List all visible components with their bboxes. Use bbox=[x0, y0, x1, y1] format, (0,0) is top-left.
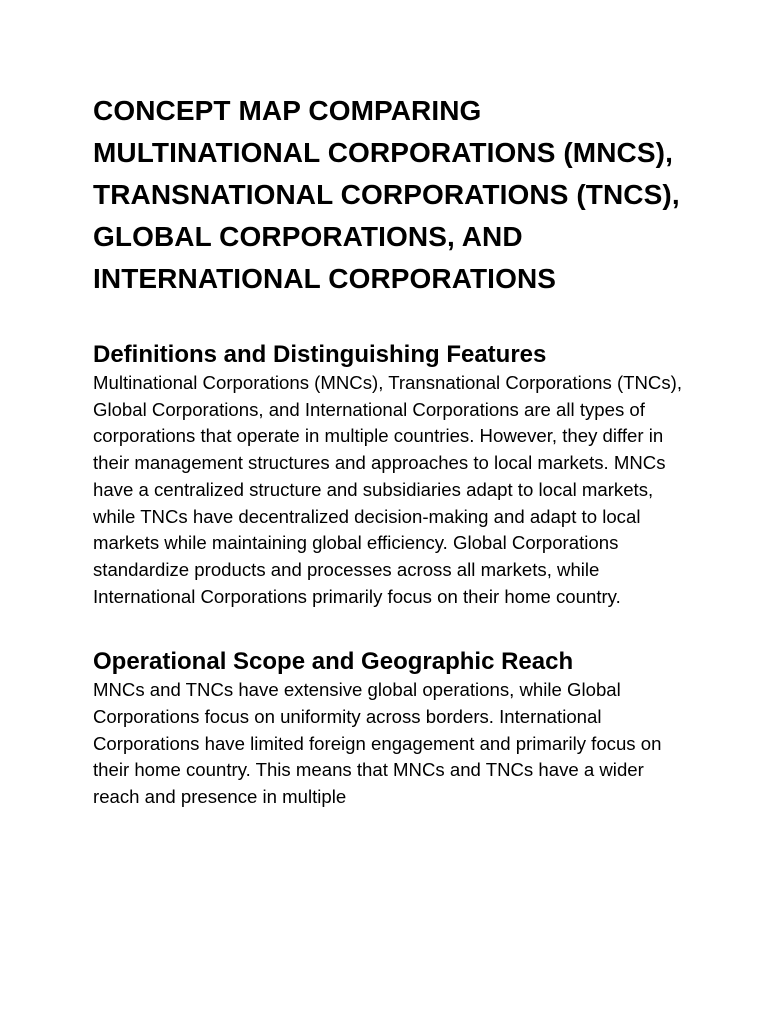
section-operational-scope bbox=[93, 647, 693, 811]
section-body: MNCs and TNCs have extensive global operations, while Global Corporations focus on uniformity across borders. International Corporations have limited foreign engagement and primarily focus on their home country. This means that MNCs and TNCs have a wider reach and presence in multiple bbox=[93, 679, 662, 808]
document-page bbox=[93, 90, 693, 811]
section-heading: Operational Scope and Geographic Reach bbox=[93, 648, 574, 676]
section-heading: Definitions and Distinguishing Features bbox=[93, 341, 547, 368]
section-body: Multinational Corporations (MNCs), Transnational Corporations (TNCs), Global Corporations, and International Corporations are all types of corporations that operate in multiple countries. However, they differ in their management structures and approaches to local markets. MNCs have a centralized structure and subsidiaries adapt to local markets, while TNCs have decentralized decision-making and adapt to local markets while maintaining global efficiency. Global Corporations standardize products and processes across all markets, while International Corporations primarily focus on their home country. bbox=[93, 372, 683, 607]
section-definitions bbox=[93, 340, 693, 610]
document-title: CONCEPT MAP COMPARING MULTINATIONAL CORPORATIONS (MNCS), TRANSNATIONAL CORPORATIONS (TNCS), GLOBAL CORPORATIONS, AND INTERNATIONAL CORPORATIONS bbox=[93, 95, 680, 294]
